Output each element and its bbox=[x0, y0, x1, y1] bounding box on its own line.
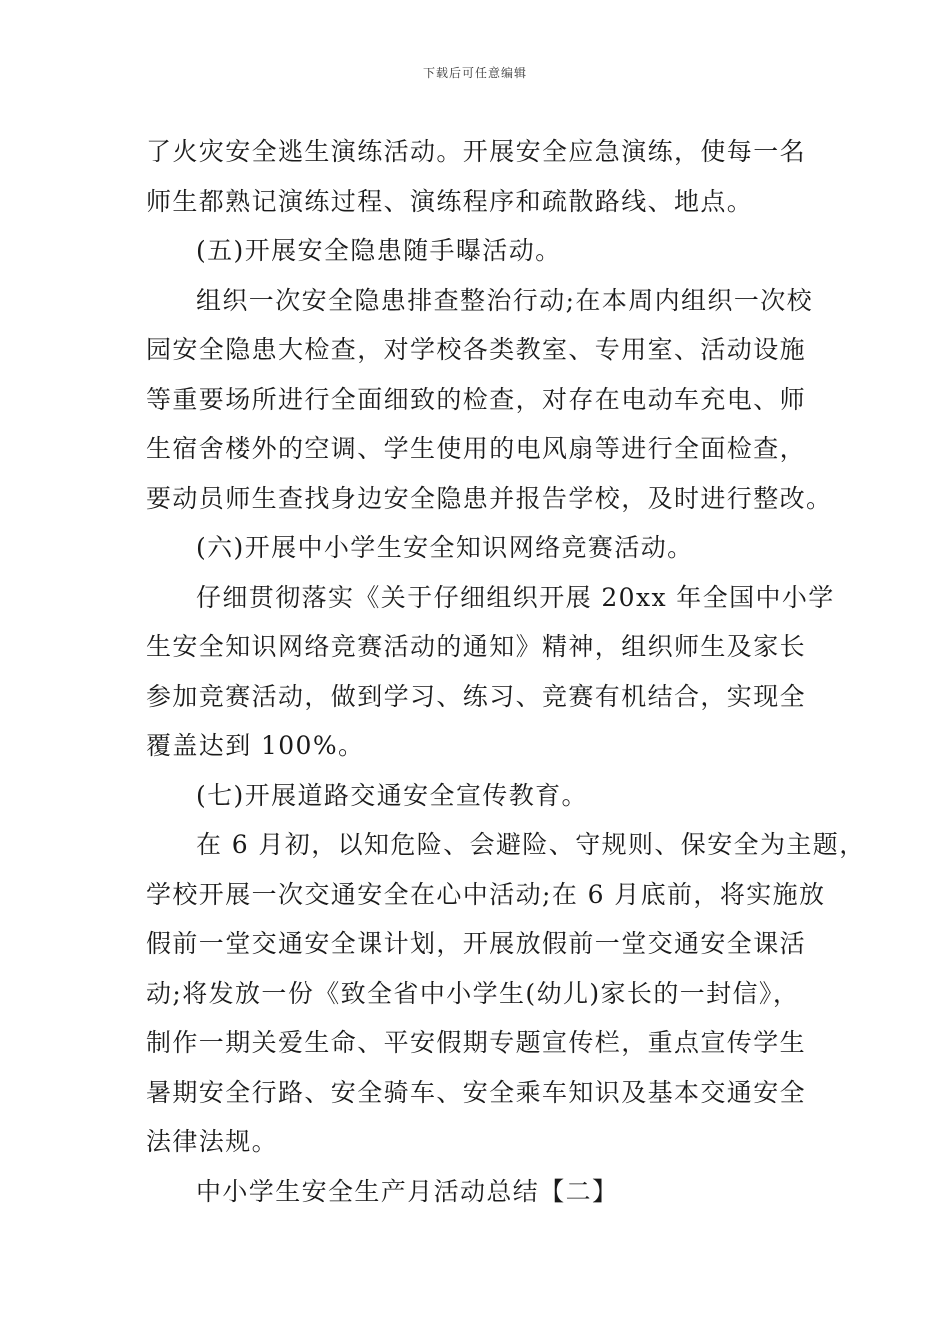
body-line: 等重要场所进行全面细致的检查，对存在电动车充电、师 bbox=[146, 384, 807, 414]
body-line: 法律法规。 bbox=[146, 1127, 279, 1156]
body-line: 学校开展一次交通安全在心中活动;在 6 月底前，将实施放 bbox=[146, 879, 826, 909]
body-line: 组织一次安全隐患排查整治行动;在本周内组织一次校 bbox=[196, 285, 814, 315]
document-subtitle: 中小学生安全生产月活动总结【二】 bbox=[196, 1176, 619, 1206]
body-line: 师生都熟记演练过程、演练程序和疏散路线、地点。 bbox=[146, 186, 754, 216]
body-line: 生宿舍楼外的空调、学生使用的电风扇等进行全面检查， bbox=[146, 434, 807, 463]
section-heading: (五)开展安全隐患随手曝活动。 bbox=[196, 236, 562, 265]
section-heading: (六)开展中小学生安全知识网络竞赛活动。 bbox=[196, 533, 694, 562]
body-line: 覆盖达到 100%。 bbox=[146, 731, 365, 760]
body-line: 了火灾安全逃生演练活动。开展安全应急演练，使每一名 bbox=[146, 137, 807, 166]
body-line: 要动员师生查找身边安全隐患并报告学校，及时进行整改。 bbox=[146, 483, 833, 513]
body-line: 仔细贯彻落实《关于仔细组织开展 20xx 年全国中小学 bbox=[196, 582, 835, 612]
body-line: 参加竞赛活动，做到学习、练习、竞赛有机结合，实现全 bbox=[146, 681, 807, 711]
section-heading: (七)开展道路交通安全宣传教育。 bbox=[196, 780, 588, 810]
body-line: 制作一期关爱生命、平安假期专题宣传栏，重点宣传学生 bbox=[146, 1028, 807, 1057]
body-line: 生安全知识网络竞赛活动的通知》精神，组织师生及家长 bbox=[146, 632, 807, 661]
body-line: 暑期安全行路、安全骑车、安全乘车知识及基本交通安全 bbox=[146, 1077, 807, 1107]
body-line: 动;将发放一份《致全省中小学生(幼儿)家长的一封信》， bbox=[146, 978, 800, 1008]
body-line: 假前一堂交通安全课计划，开展放假前一堂交通安全课活 bbox=[146, 929, 807, 958]
document-body bbox=[146, 127, 866, 1216]
body-line: 在 6 月初，以知危险、会避险、守规则、保安全为主题， bbox=[196, 830, 866, 859]
header-note: 下载后可任意编辑 bbox=[422, 66, 527, 80]
body-line: 园安全隐患大检查，对学校各类教室、专用室、活动设施 bbox=[146, 335, 807, 364]
